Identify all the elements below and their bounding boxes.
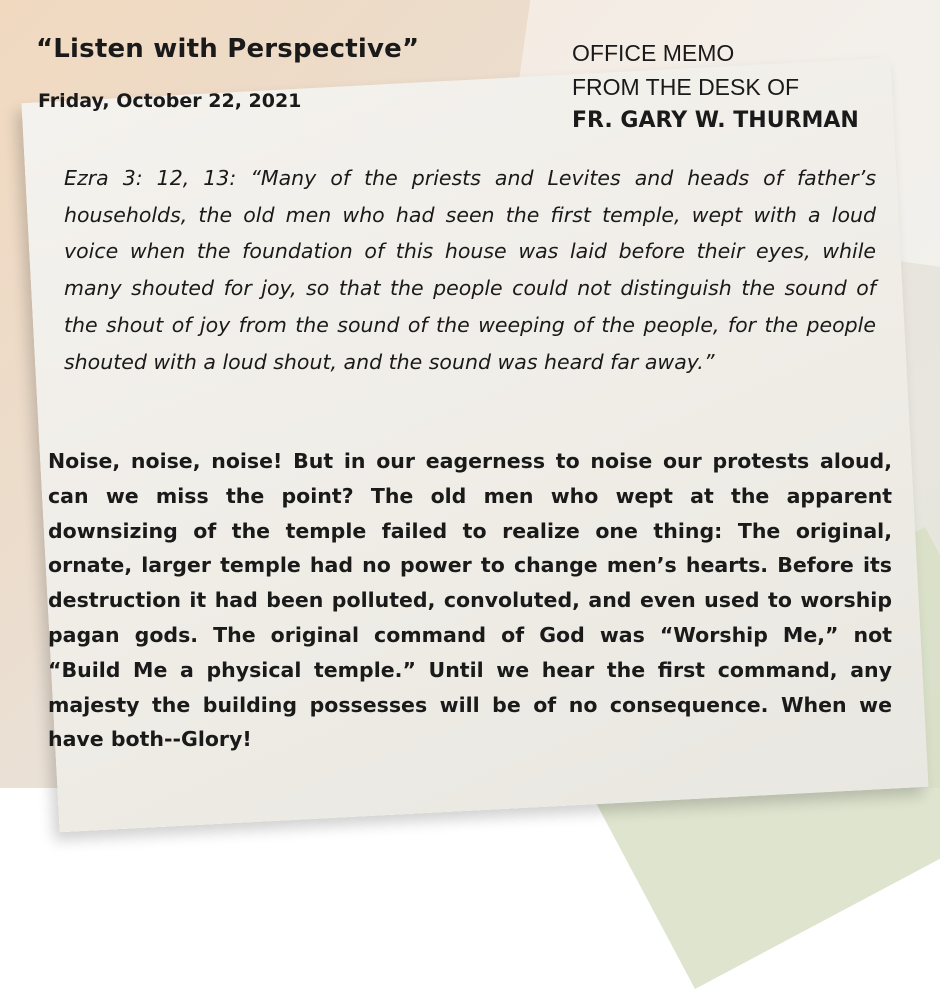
reflection-text: Noise, noise, noise! But in our eagerness to noise our protests aloud, can we miss the point? The old men who wept at the apparent downsizing of the temple failed to realize one thing: The original, ornate, larger temple had no power to change men’s hearts. Before its destruction it had been polluted, convoluted, and even used to worship pagan gods. The original command of God was “Worship Me,” not “Build Me a physical temple.” Until we hear the first command, any majesty the building possesses will be of no consequence. When we have both--Glory! <box>48 449 892 752</box>
scripture-quote: Ezra 3: 12, 13: “Many of the priests and Levites and heads of father’s households, the old men who had seen the first temple, wept with a loud voice when the foundation of this house was laid before their eyes, while many shouted for joy, so that the people could not distinguish the sound of the shout of joy from the sound of the weeping of the people, for the people shouted with a loud shout, and the sound was heard far away.” <box>64 166 876 374</box>
memo-header <box>572 36 912 138</box>
memo-title: “Listen with Perspective” <box>36 34 420 64</box>
memo-label: OFFICE MEMO <box>572 40 735 66</box>
memo-from-label: FROM THE DESK OF <box>572 74 800 100</box>
memo-date: Friday, October 22, 2021 <box>38 90 302 112</box>
memo-author: FR. GARY W. THURMAN <box>572 108 859 133</box>
